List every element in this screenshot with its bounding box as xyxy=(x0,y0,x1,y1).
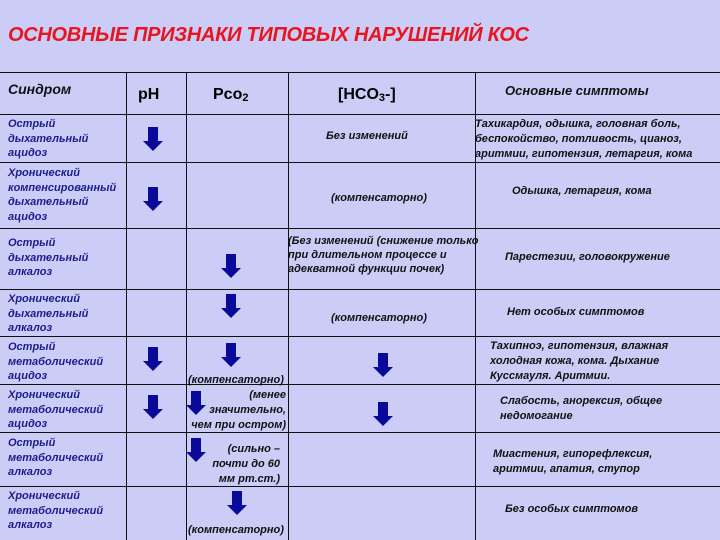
column-divider xyxy=(186,72,187,540)
header-ph: pH xyxy=(138,86,160,103)
syndrome-label: дыхательный xyxy=(8,196,89,209)
arrow-down-icon xyxy=(221,343,241,367)
syndrome-label: Хронический xyxy=(8,490,80,502)
arrow-down-icon xyxy=(186,391,206,415)
syndrome-label: Острый xyxy=(8,118,56,130)
arrow-down-icon xyxy=(143,395,163,419)
symptom-text: Миастения, гипорефлексия, xyxy=(493,448,653,460)
syndrome-label: метаболический xyxy=(8,355,104,368)
syndrome-label: Хронический xyxy=(8,293,80,305)
symptom-text: Нет особых симптомов xyxy=(507,306,645,318)
syndrome-label: Хронический xyxy=(8,389,80,401)
syndrome-label: Острый xyxy=(8,437,56,449)
symptom-text: Одышка, летаргия, кома xyxy=(512,185,652,197)
syndrome-label: алкалоз xyxy=(8,322,53,335)
hco3-note: (Без изменений (снижение только xyxy=(288,235,479,247)
hco3-note: адекватной функции почек) xyxy=(288,263,445,275)
arrow-down-icon xyxy=(143,187,163,211)
row-divider xyxy=(0,432,720,433)
pco2-note: (компенсаторно) xyxy=(188,524,284,536)
symptom-text: Слабость, анорексия, общее xyxy=(500,395,663,407)
arrow-down-icon xyxy=(373,353,393,377)
symptom-text: Без особых симптомов xyxy=(505,503,639,515)
syndrome-label: Хронический xyxy=(8,167,80,179)
syndrome-label: Острый xyxy=(8,237,56,249)
syndrome-label: метаболический xyxy=(8,504,104,517)
symptom-text: холодная кожа, кома. Дыхание xyxy=(490,355,660,367)
arrow-down-icon xyxy=(186,438,206,462)
row-divider xyxy=(0,228,720,229)
symptom-text: Тахипноэ, гипотензия, влажная xyxy=(490,340,669,352)
arrow-down-icon xyxy=(221,294,241,318)
header-hco3: $[HCO_3-]$ xyxy=(338,86,396,104)
row-divider xyxy=(0,336,720,337)
header-symptoms: Основные симптомы xyxy=(505,83,649,98)
syndrome-label: Острый xyxy=(8,341,56,353)
syndrome-label: дыхательный xyxy=(8,307,89,320)
row-divider xyxy=(0,289,720,290)
hco3-note: (компенсаторно) xyxy=(331,312,427,324)
syndrome-label: алкалоз xyxy=(8,466,53,479)
pco2-note: значительно, xyxy=(209,404,286,416)
row-divider xyxy=(0,384,720,385)
syndrome-label: метаболический xyxy=(8,403,104,416)
syndrome-label: алкалоз xyxy=(8,266,53,279)
pco2-note: почти до 60 xyxy=(212,458,280,470)
syndrome-label: дыхательный xyxy=(8,132,89,145)
arrow-down-icon xyxy=(143,127,163,151)
symptom-text: недомогание xyxy=(500,410,573,422)
row-divider xyxy=(0,162,720,163)
page-title: ОСНОВНЫЕ ПРИЗНАКИ ТИПОВЫХ НАРУШЕНИЙ КОС xyxy=(8,24,529,46)
symptom-text: беспокойство, потливость, цианоз, xyxy=(475,133,682,145)
column-divider xyxy=(126,72,127,540)
row-divider xyxy=(0,486,720,487)
symptom-text: Куссмауля. Аритмии. xyxy=(490,370,611,382)
pco2-note: чем при остром) xyxy=(191,419,286,431)
pco2-note: (менее xyxy=(249,389,286,401)
arrow-down-icon xyxy=(143,347,163,371)
arrow-down-icon xyxy=(227,491,247,515)
symptom-text: аритмии, апатия, ступор xyxy=(493,463,640,475)
syndrome-label: ацидоз xyxy=(8,370,48,383)
syndrome-label: ацидоз xyxy=(8,418,48,431)
syndrome-label: ацидоз xyxy=(8,147,48,160)
hco3-note: при длительном процессе и xyxy=(288,249,447,261)
syndrome-label: метаболический xyxy=(8,451,104,464)
row-divider xyxy=(0,114,720,115)
syndrome-label: ацидоз xyxy=(8,210,48,223)
row-divider xyxy=(0,72,720,73)
header-syndrome: Синдром xyxy=(8,81,72,97)
pco2-note: мм рт.ст.) xyxy=(218,473,280,485)
syndrome-label: алкалоз xyxy=(8,519,53,532)
symptom-text: аритмии, гипотензия, летаргия, кома xyxy=(475,148,693,160)
syndrome-label: компенсированный xyxy=(8,181,117,194)
syndrome-label: дыхательный xyxy=(8,251,89,264)
header-pco2: Pco$_2$ xyxy=(213,86,249,104)
arrow-down-icon xyxy=(373,402,393,426)
symptom-text: Парестезии, головокружение xyxy=(505,251,670,263)
arrow-down-icon xyxy=(221,254,241,278)
pco2-note: (сильно – xyxy=(227,443,280,455)
hco3-note: Без изменений xyxy=(326,130,408,142)
hco3-note: (компенсаторно) xyxy=(331,192,427,204)
column-divider xyxy=(288,72,289,540)
symptom-text: Тахикардия, одышка, головная боль, xyxy=(475,118,681,130)
pco2-note: (компенсаторно) xyxy=(188,374,284,386)
